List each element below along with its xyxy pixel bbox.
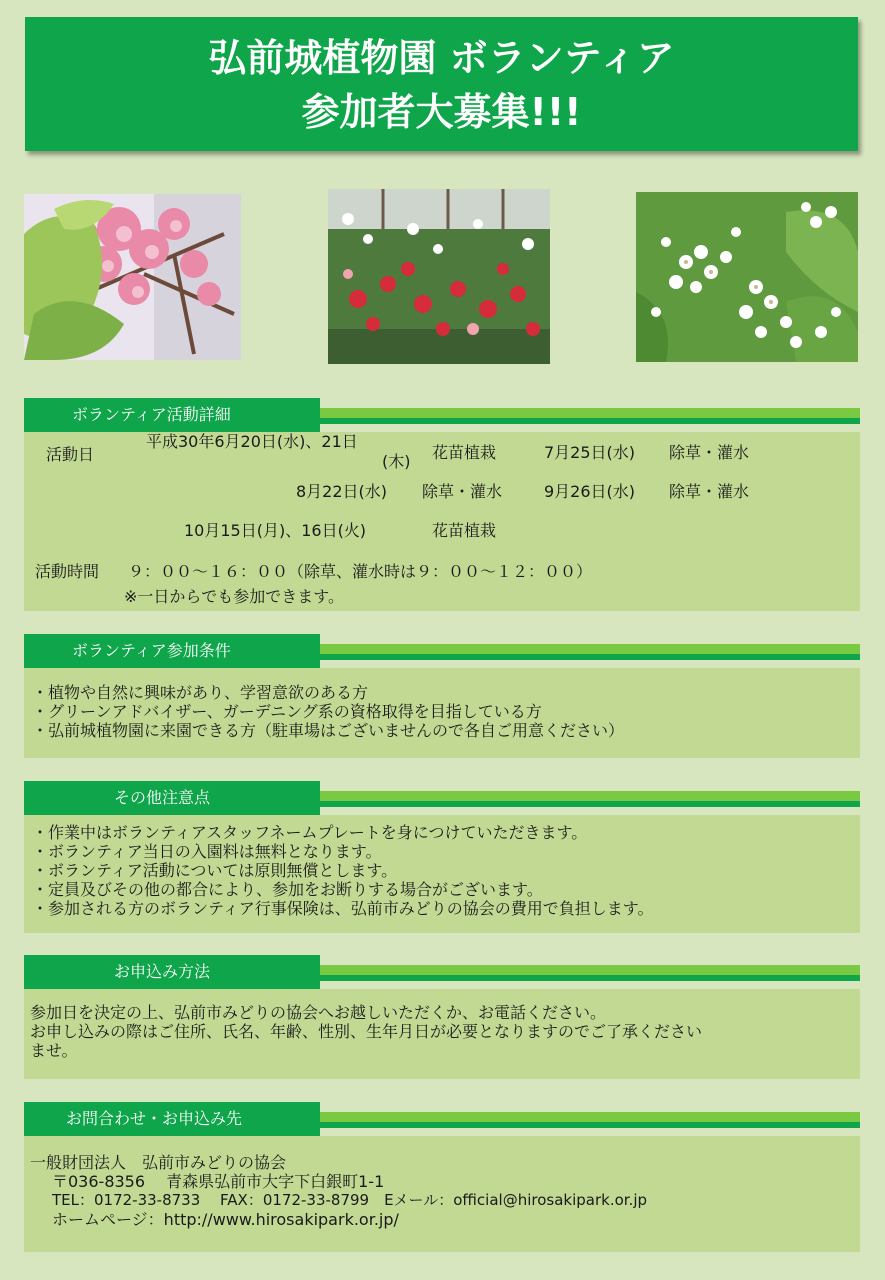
header-stripe-dark <box>320 418 860 424</box>
list-item: ・ボランティア当日の入園料は無料となります。 <box>32 842 382 861</box>
details-body <box>24 432 860 611</box>
header-stripe-light <box>320 408 860 418</box>
schedule-row2-date: 8月22日(水) <box>296 482 388 501</box>
list-item: ・定員及びその他の都合により、参加をお断りする場合がございます。 <box>32 880 543 899</box>
conditions-heading: ボランティア参加条件 <box>24 634 320 668</box>
time-note: ※一日からでも参加できます。 <box>124 587 344 606</box>
notes-heading: その他注意点 <box>24 781 320 815</box>
cherry-blossom-photo <box>24 194 241 360</box>
conditions-body <box>24 668 860 758</box>
apply-line: 参加日を決定の上、弘前市みどりの協会へお越しいただくか、お電話ください。 <box>30 1003 607 1022</box>
list-item: ・ボランティア活動については原則無償とします。 <box>32 861 398 880</box>
page-title-line2: 参加者大募集!!! <box>301 90 582 134</box>
schedule-row2-task: 除草・灌水 <box>422 482 503 501</box>
page-title-line1: 弘前城植物園 ボランティア <box>208 36 675 80</box>
list-item: ・グリーンアドバイザー、ガーデニング系の資格取得を目指している方 <box>32 702 542 721</box>
notes-section <box>24 781 860 933</box>
header-stripe-light <box>320 965 860 975</box>
conditions-section <box>24 634 860 758</box>
schedule-row3-dates: 10月15日(月)、16日(火) <box>184 521 367 540</box>
schedule-row1-dates: 平成30年6月20日(水)、21日 <box>146 432 358 451</box>
header-stripe-dark <box>320 975 860 981</box>
apply-body <box>24 989 860 1079</box>
contact-header <box>24 1102 860 1136</box>
schedule-row1-task: 花苗植栽 <box>432 443 497 462</box>
time-label: 活動時間 <box>35 562 100 581</box>
schedule-row1-date2: 7月25日(水) <box>544 443 636 462</box>
schedule-row1-weekday: (木) <box>382 452 411 471</box>
list-item: ・参加される方のボランティア行事保険は、弘前市みどりの協会の費用で負担します。 <box>32 899 654 918</box>
header-stripe-light <box>320 644 860 654</box>
details-heading: ボランティア活動詳細 <box>24 398 320 432</box>
header-stripe-dark <box>320 801 860 807</box>
white-flowers-photo <box>636 192 858 362</box>
notes-body <box>24 815 860 933</box>
header-stripe-light <box>320 791 860 801</box>
list-item: ・弘前城植物園に来園できる方（駐車場はございませんので各自ご用意ください） <box>32 721 625 740</box>
notes-header <box>24 781 860 815</box>
list-item: ・作業中はボランティアスタッフネームプレートを身につけていただきます。 <box>32 823 588 842</box>
page-title-banner <box>25 17 858 151</box>
contact-body <box>24 1136 860 1252</box>
rose-garden-photo <box>328 189 550 364</box>
header-stripe-light <box>320 1112 860 1122</box>
header-stripe-dark <box>320 1122 860 1128</box>
apply-header <box>24 955 860 989</box>
contact-heading: お問合わせ・お申込み先 <box>24 1102 320 1136</box>
contact-address: 〒036-8356 青森県弘前市大字下白銀町1-1 <box>52 1172 385 1191</box>
header-stripe-dark <box>320 654 860 660</box>
list-item: ・植物や自然に興味があり、学習意欲のある方 <box>32 683 369 702</box>
time-value: ９：００～１６：００（除草、灌水時は９：００～１２：００） <box>128 562 593 581</box>
apply-heading: お申込み方法 <box>24 955 320 989</box>
apply-section <box>24 955 860 1079</box>
contact-homepage: ホームページ：http://www.hirosakipark.or.jp/ <box>52 1210 399 1229</box>
schedule-row3-task: 花苗植栽 <box>432 521 497 540</box>
schedule-row2-date2: 9月26日(水) <box>544 482 636 501</box>
date-label: 活動日 <box>46 445 95 464</box>
contact-org: 一般財団法人 弘前市みどりの協会 <box>30 1153 287 1172</box>
details-section <box>24 398 860 611</box>
apply-line: ませ。 <box>30 1041 78 1060</box>
contact-phones: TEL：0172-33-8733 FAX：0172-33-8799 Eメール：official@hirosakipark.or.jp <box>52 1191 648 1209</box>
details-header <box>24 398 860 432</box>
schedule-row2-task2: 除草・灌水 <box>669 482 750 501</box>
conditions-header <box>24 634 860 668</box>
apply-line: お申し込みの際はご住所、氏名、年齢、性別、生年月日が必要となりますのでご了承ください <box>30 1022 703 1041</box>
schedule-row1-task2: 除草・灌水 <box>669 443 750 462</box>
contact-section <box>24 1102 860 1252</box>
